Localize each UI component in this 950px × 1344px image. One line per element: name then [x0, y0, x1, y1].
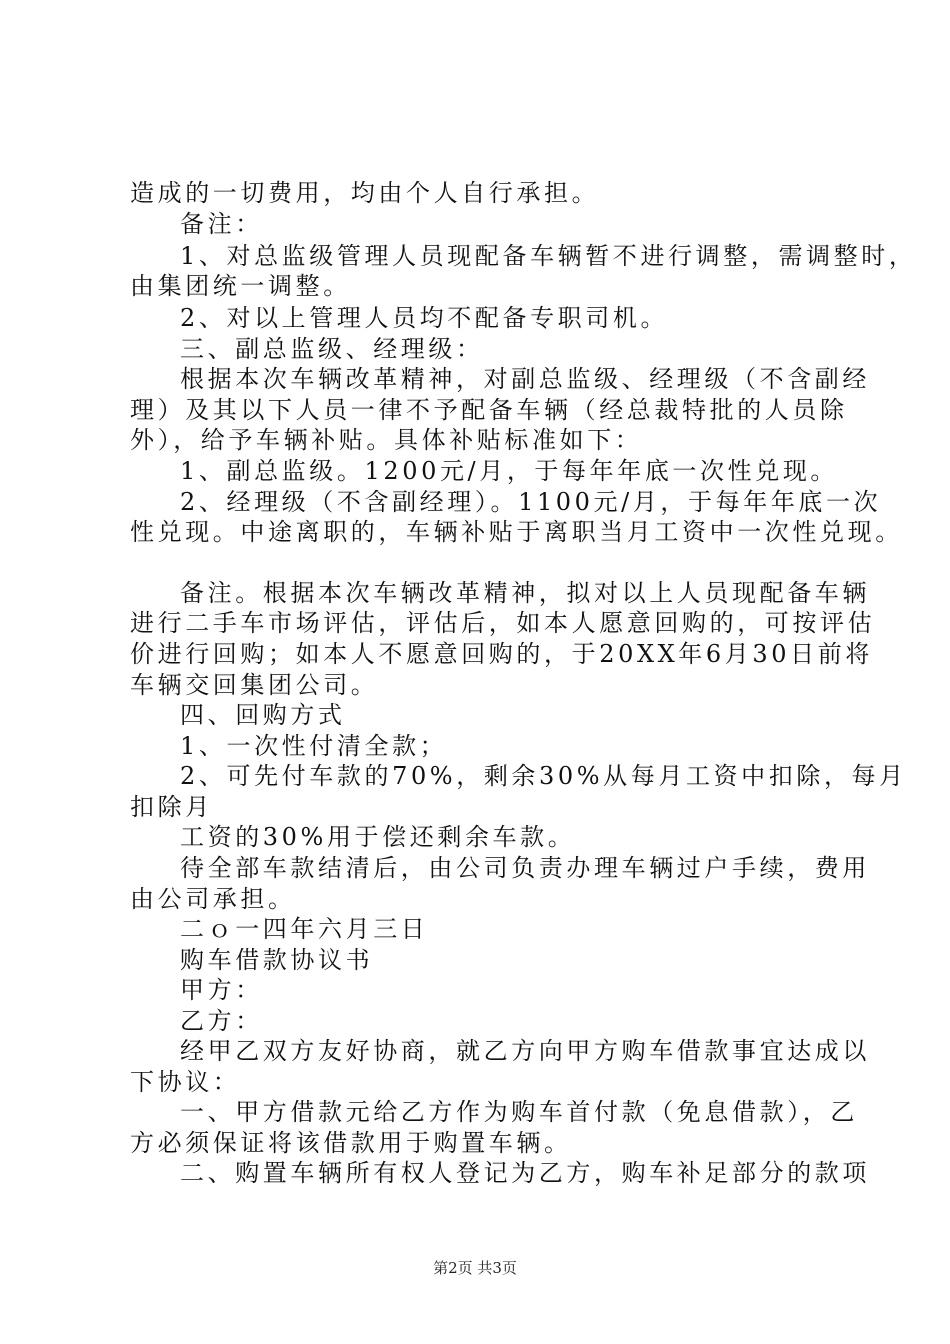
- text-line: 造成的一切费用，均由个人自行承担。: [130, 179, 600, 207]
- text-line: 根据本次车辆改革精神，对副总监级、经理级（不含副经: [180, 365, 870, 393]
- page-number-footer: 第2页 共3页: [433, 1259, 517, 1277]
- text-line: 理）及其以下人员一律不予配备车辆（经总裁特批的人员除: [130, 396, 848, 424]
- text-line: 1、对总监级管理人员现配备车辆暂不进行调整，需调整时，: [180, 242, 917, 270]
- text-line: 二、购置车辆所有权人登记为乙方，购车补足部分的款项: [180, 1159, 870, 1187]
- text-line: 二ｏ一四年六月三日: [180, 915, 429, 943]
- text-line: 乙方：: [180, 1007, 263, 1035]
- text-line: 一、甲方借款元给乙方作为购车首付款（免息借款），乙: [180, 1098, 858, 1126]
- text-line: 由公司承担。: [130, 885, 296, 913]
- text-line: 下协议：: [130, 1068, 241, 1096]
- text-line: 购车借款协议书: [180, 946, 374, 974]
- text-line: 1、一次性付清全款；: [180, 732, 448, 760]
- text-line: 1、副总监级。1200元/月，于每年年底一次性兑现。: [180, 457, 839, 485]
- text-line: 进行二手车市场评估，评估后，如本人愿意回购的，可按评估: [130, 609, 876, 637]
- text-line: 价进行回购；如本人不愿意回购的，于20XX年6月30日前将: [130, 640, 873, 668]
- text-line: 待全部车款结清后，由公司负责办理车辆过户手续，费用: [180, 854, 870, 882]
- text-line: 2、经理级（不含副经理）。1100元/月，于每年年底一次: [180, 488, 882, 516]
- text-line: 方必须保证将该借款用于购置车辆。: [130, 1129, 572, 1157]
- text-line: 性兑现。中途离职的，车辆补贴于离职当月工资中一次性兑现。: [130, 518, 903, 546]
- text-line: 车辆交回集团公司。: [130, 671, 379, 699]
- text-line: 扣除月: [130, 793, 213, 821]
- text-line: 四、回购方式: [180, 701, 346, 729]
- text-line: 2、对以上管理人员均不配备专职司机。: [180, 304, 669, 332]
- text-line: 工资的30%用于偿还剩余车款。: [180, 823, 576, 851]
- text-line: 备注。根据本次车辆改革精神，拟对以上人员现配备车辆: [180, 579, 870, 607]
- text-line: 外），给予车辆补贴。具体补贴标准如下：: [130, 426, 643, 454]
- text-line: 三、副总监级、经理级：: [180, 335, 484, 363]
- text-line: 备注：: [180, 210, 263, 238]
- text-line: 经甲乙双方友好协商，就乙方向甲方购车借款事宜达成以: [180, 1037, 870, 1065]
- text-line: 2、可先付车款的70%，剩余30%从每月工资中扣除，每月: [180, 762, 907, 790]
- text-line: 由集团统一调整。: [130, 272, 351, 300]
- text-line: 甲方：: [180, 976, 263, 1004]
